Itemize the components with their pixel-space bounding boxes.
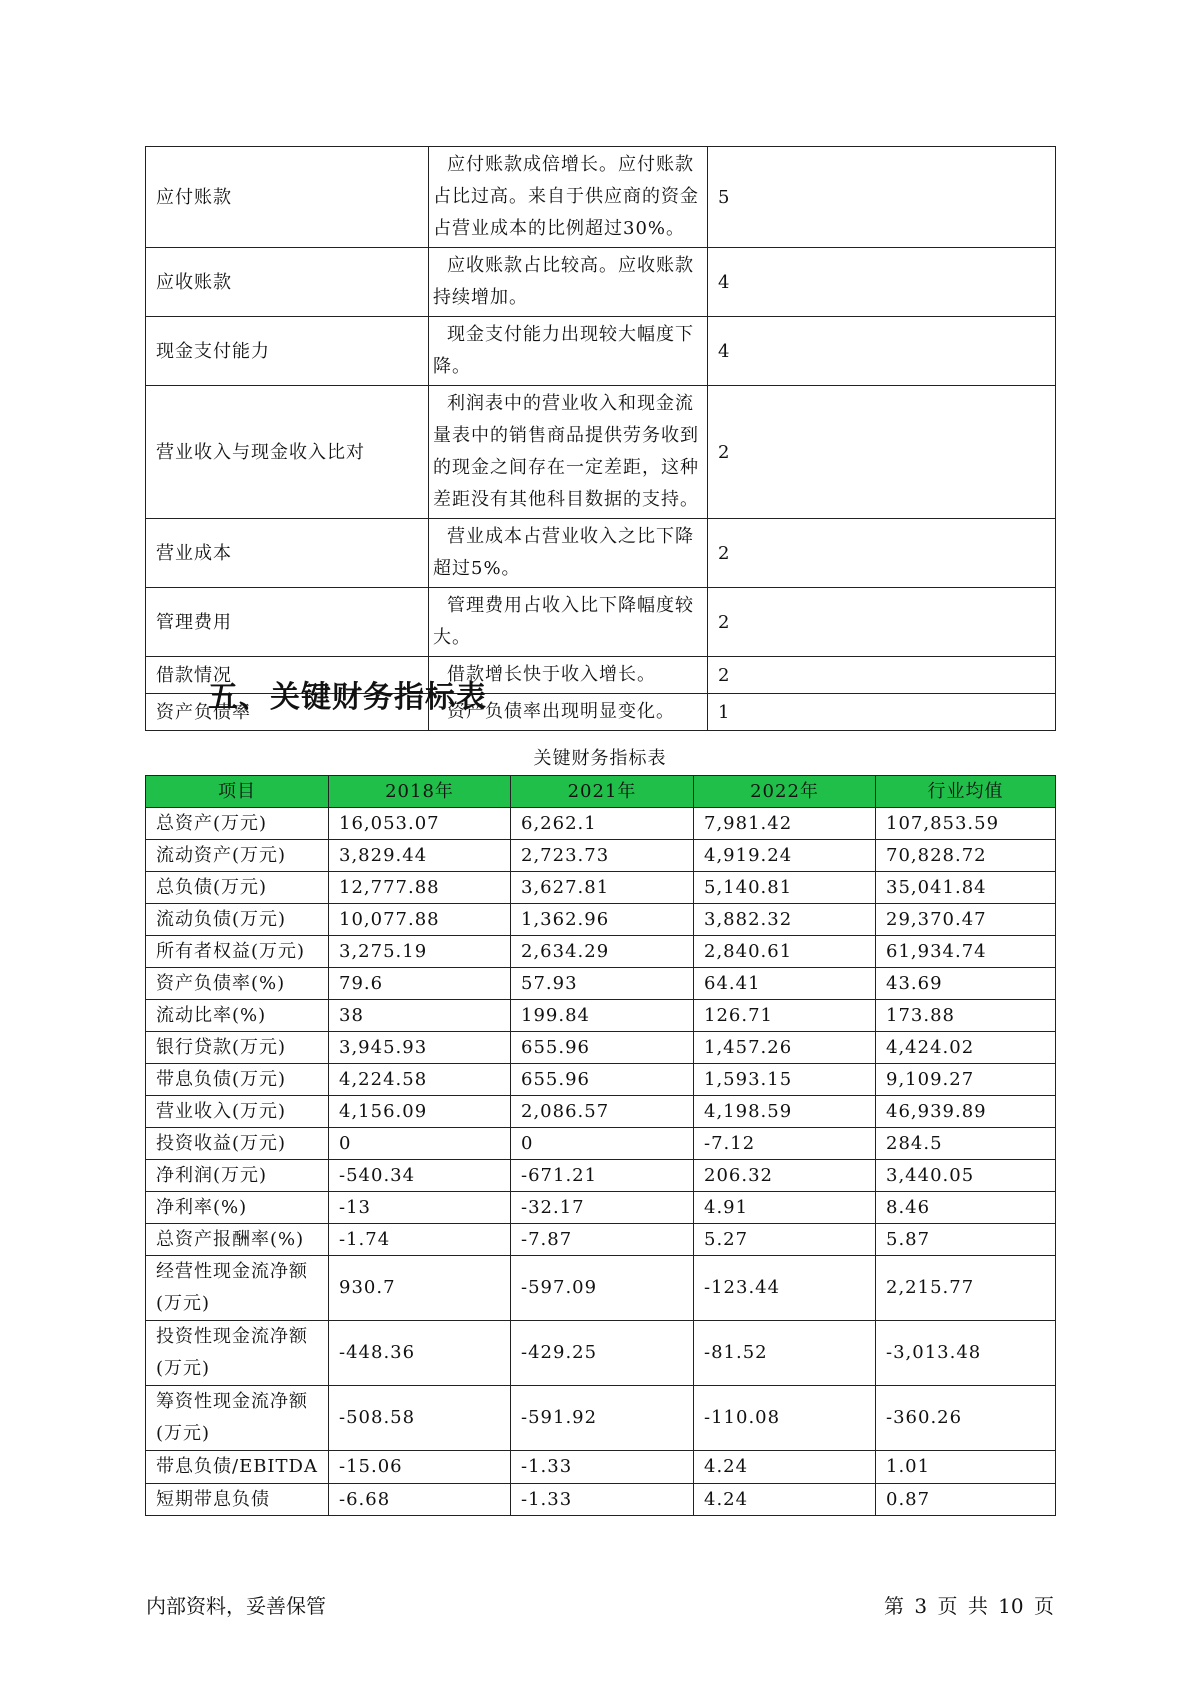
indicator-name-cell: 带息负债/EBITDA [146,1451,329,1484]
indicator-value-cell: 8.46 [876,1192,1056,1224]
indicator-name-cell: 流动负债(万元) [146,904,329,936]
indicator-name-cell: 短期带息负债 [146,1484,329,1516]
indicator-name-cell: 投资收益(万元) [146,1128,329,1160]
table-row [146,1064,1056,1096]
indicator-value-cell: 4,156.09 [329,1096,511,1128]
indicator-value-cell: -123.44 [694,1256,876,1321]
indicator-value-cell: 199.84 [511,1000,694,1032]
footer-page-number: 第 3 页 共 10 页 [884,1594,1054,1618]
indicator-value-cell: 206.32 [694,1160,876,1192]
indicator-value-cell: 4.24 [694,1451,876,1484]
indicator-value-cell: -15.06 [329,1451,511,1484]
indicator-name-cell: 银行贷款(万元) [146,1032,329,1064]
risk-item-cell: 应收账款 [146,248,429,317]
indicator-value-cell: 2,634.29 [511,936,694,968]
indicator-value-cell: 4,424.02 [876,1032,1056,1064]
indicator-value-cell: 4,198.59 [694,1096,876,1128]
indicator-value-cell: 43.69 [876,968,1056,1000]
indicator-value-cell: 2,215.77 [876,1256,1056,1321]
risk-item-cell: 营业成本 [146,519,429,588]
table-row [146,968,1056,1000]
indicator-value-cell: 35,041.84 [876,872,1056,904]
indicator-value-cell: 4,919.24 [694,840,876,872]
risk-item-cell: 管理费用 [146,588,429,657]
risk-row [146,317,1056,386]
indicator-value-cell: 173.88 [876,1000,1056,1032]
table-row [146,936,1056,968]
risk-desc-cell: 利润表中的营业收入和现金流量表中的销售商品提供劳务收到的现金之间存在一定差距，这种差距没有其他科目数据的支持。 [429,386,708,519]
indicator-value-cell: -671.21 [511,1160,694,1192]
key-financial-indicators-table [145,775,1056,1516]
indicator-value-cell: 6,262.1 [511,808,694,840]
indicator-value-cell: 930.7 [329,1256,511,1321]
risk-desc-cell: 借款增长快于收入增长。 [429,657,708,694]
table-row [146,808,1056,840]
indicator-value-cell: 284.5 [876,1128,1056,1160]
indicator-value-cell: 655.96 [511,1064,694,1096]
indicator-value-cell: 1,457.26 [694,1032,876,1064]
indicator-value-cell: 57.93 [511,968,694,1000]
indicator-value-cell: 79.6 [329,968,511,1000]
indicator-value-cell: 7,981.42 [694,808,876,840]
table-row [146,1224,1056,1256]
table-row [146,872,1056,904]
indicator-value-cell: 5.27 [694,1224,876,1256]
indicator-value-cell: 4.91 [694,1192,876,1224]
indicator-value-cell: 29,370.47 [876,904,1056,936]
indicator-name-cell: 净利润(万元) [146,1160,329,1192]
indicator-name-cell: 筹资性现金流净额(万元) [146,1386,329,1451]
indicator-value-cell: -597.09 [511,1256,694,1321]
risk-item-cell: 营业收入与现金收入比对 [146,386,429,519]
indicator-name-cell: 总资产(万元) [146,808,329,840]
indicator-value-cell: 5.87 [876,1224,1056,1256]
risk-score-cell: 4 [708,248,1056,317]
indicator-value-cell: 3,275.19 [329,936,511,968]
risk-score-cell: 2 [708,519,1056,588]
indicator-value-cell: 2,840.61 [694,936,876,968]
risk-row [146,386,1056,519]
indicator-value-cell: 3,829.44 [329,840,511,872]
column-header: 2021年 [511,776,694,808]
indicator-value-cell: 1.01 [876,1451,1056,1484]
indicator-value-cell: 655.96 [511,1032,694,1064]
risk-score-cell: 5 [708,147,1056,248]
indicator-name-cell: 净利率(%) [146,1192,329,1224]
indicator-name-cell: 营业收入(万元) [146,1096,329,1128]
table-row [146,904,1056,936]
indicator-value-cell: -448.36 [329,1321,511,1386]
indicator-value-cell: 5,140.81 [694,872,876,904]
indicator-value-cell: 61,934.74 [876,936,1056,968]
table-row [146,1451,1056,1484]
indicator-value-cell: 2,086.57 [511,1096,694,1128]
indicator-value-cell: 107,853.59 [876,808,1056,840]
table-header-row [146,776,1056,808]
indicator-value-cell: 70,828.72 [876,840,1056,872]
risk-score-cell: 1 [708,694,1056,731]
indicator-value-cell: 0 [329,1128,511,1160]
indicator-value-cell: -13 [329,1192,511,1224]
risk-score-cell: 2 [708,657,1056,694]
indicator-name-cell: 总资产报酬率(%) [146,1224,329,1256]
indicator-name-cell: 带息负债(万元) [146,1064,329,1096]
indicator-value-cell: 126.71 [694,1000,876,1032]
indicator-name-cell: 投资性现金流净额(万元) [146,1321,329,1386]
risk-desc-cell: 资产负债率出现明显变化。 [429,694,708,731]
risk-item-cell: 现金支付能力 [146,317,429,386]
indicator-value-cell: 3,945.93 [329,1032,511,1064]
indicator-value-cell: 1,362.96 [511,904,694,936]
risk-row [146,519,1056,588]
table-row [146,840,1056,872]
indicator-value-cell: -429.25 [511,1321,694,1386]
table-row [146,1096,1056,1128]
indicator-value-cell: 2,723.73 [511,840,694,872]
column-header: 2022年 [694,776,876,808]
risk-desc-cell: 现金支付能力出现较大幅度下降。 [429,317,708,386]
indicator-name-cell: 总负债(万元) [146,872,329,904]
indicator-value-cell: -7.87 [511,1224,694,1256]
risk-item-cell: 资产负债率 [146,694,429,731]
table-row [146,1256,1056,1321]
table-row [146,1386,1056,1451]
table-row [146,1128,1056,1160]
indicator-value-cell: -508.58 [329,1386,511,1451]
section-heading: 五、关键财务指标表 [208,680,487,715]
risk-score-table [145,146,1056,731]
indicator-value-cell: 4.24 [694,1484,876,1516]
indicator-value-cell: -1.33 [511,1451,694,1484]
indicator-name-cell: 流动比率(%) [146,1000,329,1032]
indicator-value-cell: 64.41 [694,968,876,1000]
indicator-name-cell: 资产负债率(%) [146,968,329,1000]
indicator-value-cell: -3,013.48 [876,1321,1056,1386]
indicator-name-cell: 所有者权益(万元) [146,936,329,968]
risk-desc-cell: 管理费用占收入比下降幅度较大。 [429,588,708,657]
risk-row [146,588,1056,657]
indicator-name-cell: 流动资产(万元) [146,840,329,872]
indicator-value-cell: 3,440.05 [876,1160,1056,1192]
risk-desc-cell: 应收账款占比较高。应收账款持续增加。 [429,248,708,317]
risk-score-cell: 2 [708,588,1056,657]
indicator-value-cell: -6.68 [329,1484,511,1516]
indicator-value-cell: -360.26 [876,1386,1056,1451]
risk-item-cell: 借款情况 [146,657,429,694]
indicator-value-cell: 3,627.81 [511,872,694,904]
risk-score-cell: 2 [708,386,1056,519]
table-row [146,1192,1056,1224]
table-row [146,1000,1056,1032]
indicator-value-cell: -81.52 [694,1321,876,1386]
indicator-value-cell: 0 [511,1128,694,1160]
risk-desc-cell: 应付账款成倍增长。应付账款占比过高。来自于供应商的资金占营业成本的比例超过30%。 [429,147,708,248]
indicator-value-cell: -1.74 [329,1224,511,1256]
indicator-value-cell: 1,593.15 [694,1064,876,1096]
risk-item-cell: 应付账款 [146,147,429,248]
table-caption: 关键财务指标表 [533,748,667,769]
indicator-value-cell: 38 [329,1000,511,1032]
risk-score-cell: 4 [708,317,1056,386]
table-row [146,1321,1056,1386]
table-row [146,1484,1056,1516]
indicator-value-cell: 46,939.89 [876,1096,1056,1128]
column-header: 行业均值 [876,776,1056,808]
indicator-value-cell: -591.92 [511,1386,694,1451]
column-header: 项目 [146,776,329,808]
indicator-value-cell: -1.33 [511,1484,694,1516]
table-row [146,1032,1056,1064]
indicator-value-cell: -540.34 [329,1160,511,1192]
table-row [146,1160,1056,1192]
footer-confidential-note: 内部资料，妥善保管 [146,1594,326,1618]
risk-row [146,147,1056,248]
risk-desc-cell: 营业成本占营业收入之比下降超过5%。 [429,519,708,588]
indicator-value-cell: -110.08 [694,1386,876,1451]
indicator-value-cell: 16,053.07 [329,808,511,840]
indicator-value-cell: 4,224.58 [329,1064,511,1096]
indicator-value-cell: 12,777.88 [329,872,511,904]
indicator-value-cell: 3,882.32 [694,904,876,936]
indicator-value-cell: 0.87 [876,1484,1056,1516]
risk-row [146,248,1056,317]
indicator-value-cell: 9,109.27 [876,1064,1056,1096]
indicator-value-cell: -7.12 [694,1128,876,1160]
indicator-value-cell: 10,077.88 [329,904,511,936]
indicator-value-cell: -32.17 [511,1192,694,1224]
indicator-name-cell: 经营性现金流净额(万元) [146,1256,329,1321]
column-header: 2018年 [329,776,511,808]
